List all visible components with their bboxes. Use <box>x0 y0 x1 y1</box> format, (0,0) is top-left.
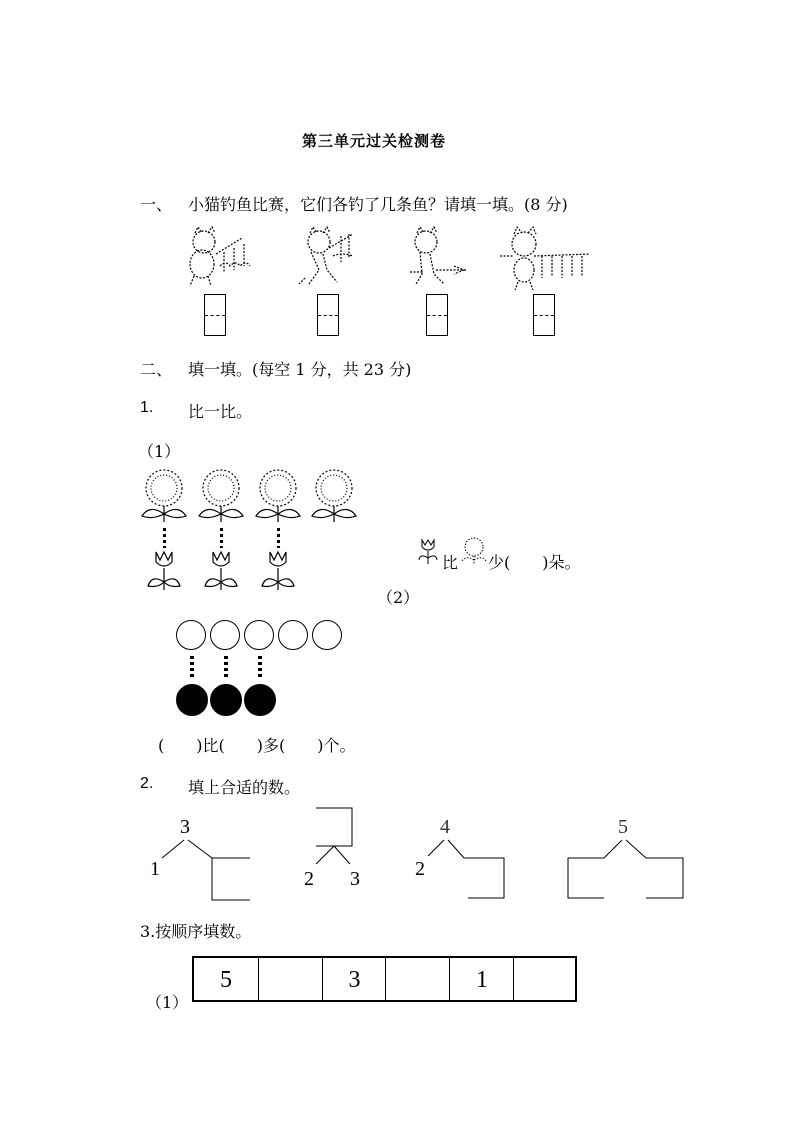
bond-1-answer-box[interactable] <box>212 858 250 898</box>
q1-part-2-label: （2） <box>377 588 420 607</box>
q1-instruction: 比一比。 <box>188 402 253 421</box>
hollow-circle <box>312 620 342 650</box>
sunflower-icon <box>312 470 356 522</box>
tulip-icon <box>148 552 180 590</box>
filled-circle <box>210 684 242 716</box>
hollow-circle <box>278 620 308 650</box>
match-dots <box>190 656 194 680</box>
bond-3-left: 2 <box>415 858 425 880</box>
sunflower-icon <box>256 470 300 522</box>
small-tulip-icon <box>418 538 442 566</box>
sequence-table <box>192 956 577 1002</box>
sequence-cell: 1 <box>449 958 514 1002</box>
hollow-circle <box>176 620 206 650</box>
fish-answer-box-4[interactable] <box>533 294 555 336</box>
fish-answer-box-3[interactable] <box>426 294 448 336</box>
match-dots <box>163 528 166 548</box>
small-sunflower-icon <box>460 536 488 566</box>
match-dots <box>258 656 262 680</box>
match-dots <box>220 528 223 548</box>
bond-3-answer-box[interactable] <box>464 858 504 898</box>
hollow-circle <box>210 620 240 650</box>
cat-3-icon <box>410 227 466 284</box>
sequence-cell: 3 <box>322 958 386 1002</box>
bond-4-left-answer-box[interactable] <box>568 858 604 898</box>
sunflower-icon <box>199 470 243 522</box>
tulips-row <box>146 548 306 594</box>
bond-2-left: 2 <box>304 868 314 890</box>
section-1-number: 一、 <box>140 195 173 214</box>
q2-instruction: 填上合适的数。 <box>188 778 301 797</box>
sunflowers-row <box>140 466 370 526</box>
fish-answer-box-2[interactable] <box>317 294 339 336</box>
fish-answer-box-1[interactable] <box>204 294 226 336</box>
bond-1-top: 3 <box>180 816 190 838</box>
match-dots <box>277 528 280 548</box>
match-dots <box>224 656 228 680</box>
cat-1-icon <box>190 227 250 286</box>
tulip-icon <box>205 552 237 590</box>
compare-sentence-1: 少( )朵。 <box>488 553 581 572</box>
bond-4-top: 5 <box>618 816 628 838</box>
section-1-instruction: 小猫钓鱼比赛，它们各钓了几条鱼？请填一填。(8 分) <box>188 195 568 214</box>
sequence-cell: 5 <box>220 967 232 993</box>
filled-circle <box>176 684 208 716</box>
hollow-circle <box>244 620 274 650</box>
tulip-icon <box>262 552 294 590</box>
q3-part-1-label: （1） <box>146 993 189 1012</box>
cat-2-icon <box>299 227 353 284</box>
sequence-cell-blank[interactable] <box>513 958 576 1002</box>
bond-2-right: 3 <box>350 868 360 890</box>
cats-fishing-illustration <box>180 226 590 292</box>
bond-1-left: 1 <box>150 858 160 880</box>
compare-sentence-2: ( )比( )多( )个。 <box>158 736 356 755</box>
sunflower-icon <box>142 470 186 522</box>
sequence-cell-blank[interactable] <box>385 958 450 1002</box>
page-title: 第三单元过关检测卷 <box>302 132 447 150</box>
q1-part-1-label: （1） <box>138 442 181 461</box>
compare-word: 比 <box>442 553 459 572</box>
bond-4-right-answer-box[interactable] <box>646 858 683 898</box>
sequence-cell-blank[interactable] <box>258 958 323 1002</box>
cat-4-icon <box>500 227 590 290</box>
q3-instruction: 3.按顺序填数。 <box>140 922 252 941</box>
q2-number: 2. <box>140 775 154 792</box>
section-2-number: 二、 <box>140 360 173 379</box>
filled-circle <box>244 684 276 716</box>
bond-3-top: 4 <box>440 816 450 838</box>
bond-2-answer-box[interactable] <box>316 808 352 846</box>
section-2-instruction: 填一填。(每空 1 分，共 23 分) <box>188 360 412 379</box>
q1-number: 1. <box>140 399 154 416</box>
